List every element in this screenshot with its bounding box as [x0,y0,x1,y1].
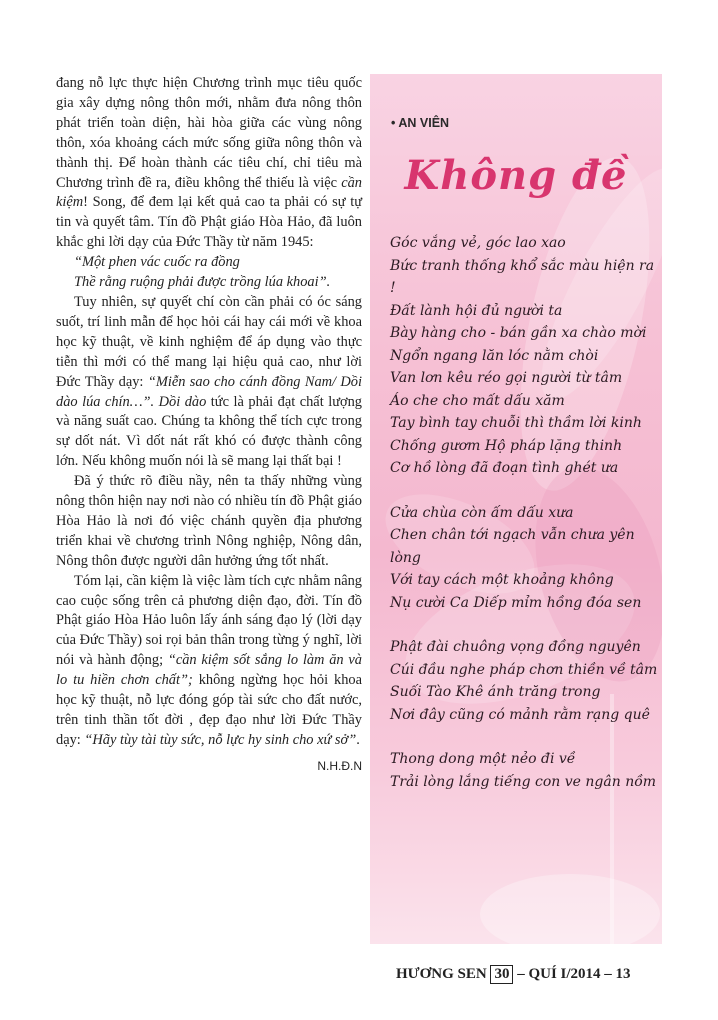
issue-number: 30 [490,965,513,984]
poem-line: Chống gươm Hộ pháp lặng thinh [390,437,623,454]
poem-line: Nơi đây cũng có mảnh rằm rạng quê [390,706,650,723]
quote-line: Thề rằng ruộng phải được trồng lúa khoai”. [74,274,331,291]
quote-text: “Miễn sao cho cánh đồng Nam/ Dồi dào lúa chín…”. Dồi dào [56,373,362,410]
poem-line: Chen chân tới ngạch vẫn chưa yên lòng [390,527,635,566]
poem-line: Trải lòng lắng tiếng con ve ngân nồm [390,773,657,790]
page-footer [396,965,668,984]
magazine-name: HƯƠNG SEN [396,966,487,982]
poem-title: Không đề [404,152,628,199]
poem-line: Nụ cười Ca Diếp mỉm hồng đóa sen [390,594,642,611]
poem-panel [370,74,662,944]
paragraph: Tuy nhiên, sự quyết chí còn cần phải có óc sáng suốt, trí linh mẫn để học hỏi cái hay cái mới về khoa học kỹ thuật, về kinh nghiệm để áp dụng vào thực tiễn thì mới có thể mang lại hiệu quả cao, như lời Đức Thầy dạy: “Miễn sao cho cánh đồng Nam/ Dồi dào lúa chín…”. Dồi dào tức là phải đạt chất lượng và năng suất cao. Chúng ta không thể tích cực trong sự dốt nát. Vì dốt nát rất khó có được thành công lớn. Nếu không muốn nói là sẽ mang lại thất bại ! [56,293,362,470]
poem-author: • AN VIÊN [391,116,450,130]
poem-line: Cửa chùa còn ấm dấu xưa [390,504,574,521]
issue-quarter: – QUÍ I/2014 – [517,966,612,982]
poem-line: Cúi đầu nghe pháp chơn thiền về tâm [390,661,658,678]
poem-line: Cơ hồ lòng đã đoạn tình ghét ưa [390,460,619,476]
quote-text: “cần kiệm sốt sắng lo làm ăn và lo tu hiền chơn chất”; [56,652,362,689]
page-number: 13 [615,966,631,982]
poem-stanza [390,502,660,615]
poem-line: Áo che cho mất dấu xăm [390,392,565,409]
paragraph-text: đang nỗ lực thực hiện Chương trình mục tiêu quốc gia xây dựng nông thôn mới, nhằm đưa nông thôn phát triển toàn diện, hài hòa giữa các vùng nông thôn, xóa khoảng cách mức sống giữa nông thôn và thành thị. Để hoàn thành các tiêu chí, chỉ tiêu mà Chương trình đề ra, điều không thể thiếu là việc [56,75,362,191]
poem-line: Góc vắng vẻ, góc lao xao [390,235,566,251]
poem-stanza [390,748,660,793]
paragraph: Đã ý thức rõ điều nầy, nên ta thấy những vùng nông thôn hiện nay nơi nào có nhiều tín đồ Phật giáo Hòa Hảo là nơi đó việc chánh quyền địa phương triển khai về chương trình Nông nghiệp, Nông dân, Nông thôn được người dân hưởng ứng tốt nhất. [56,473,362,569]
poem-stanza [390,232,660,480]
poem-line: Bày hàng cho - bán gần xa chào mời [390,325,647,341]
poem-line: Đất lành hội đủ người ta [390,302,563,319]
article-column [56,74,362,777]
quote-text: “Hãy tùy tài tùy sức, nỗ lực hy sinh cho xứ sở” [84,731,357,748]
emphasis-text: cần kiệm [56,174,362,211]
poem-line: Ngổn ngang lăn lóc nằm chòi [390,347,599,364]
paragraph-text: ! Song, để đem lại kết quả cao ta phải có sự tự tin và quyết tâm. Tín đồ Phật giáo Hòa Hảo, đã luôn khắc ghi lời dạy của Đức Thầy từ năm 1945: [56,194,362,251]
quote-line: “Một phen vác cuốc ra đồng [74,254,240,271]
poem-line: Van lơn kêu réo gọi người từ tâm [390,370,623,386]
poem-body [390,232,660,815]
paragraph-intro [56,74,362,253]
poem-stanza [390,636,660,726]
signature: N.H.Đ.N [317,758,362,773]
poem-line: Suối Tào Khê ánh trăng trong [390,684,601,700]
poem-line: Bức tranh thống khổ sắc màu hiện ra ! [390,257,655,296]
poem-line: Thong dong một nẻo đi về [390,751,576,767]
poem-line: Tay bình tay chuỗi thì thầm lời kinh [390,415,642,431]
paragraph: Tóm lại, cần kiệm là việc làm tích cực nhằm nâng cao cuộc sống trên cả phương diện đạo, đời. Tín đồ Phật giáo Hòa Hảo luôn lấy ánh sáng đạo lý (lời dạy của Đức Thầy) soi rọi bản thân trong từng ý nghĩ, lời nói và hành động; “cần kiệm sốt sắng lo làm ăn và lo tu hiền chơn chất”; không ngừng học hỏi khoa học kỹ thuật, nỗ lực đóng góp tài sức cho đất nước, trên tinh thần tốt đời , đẹp đạo như lời Đức Thầy dạy: “Hãy tùy tài tùy sức, nỗ lực hy sinh cho xứ sở”. [56,572,362,748]
poem-line: Phật đài chuông vọng đồng nguyên [390,639,641,655]
poem-line: Với tay cách một khoảng không [390,572,614,588]
